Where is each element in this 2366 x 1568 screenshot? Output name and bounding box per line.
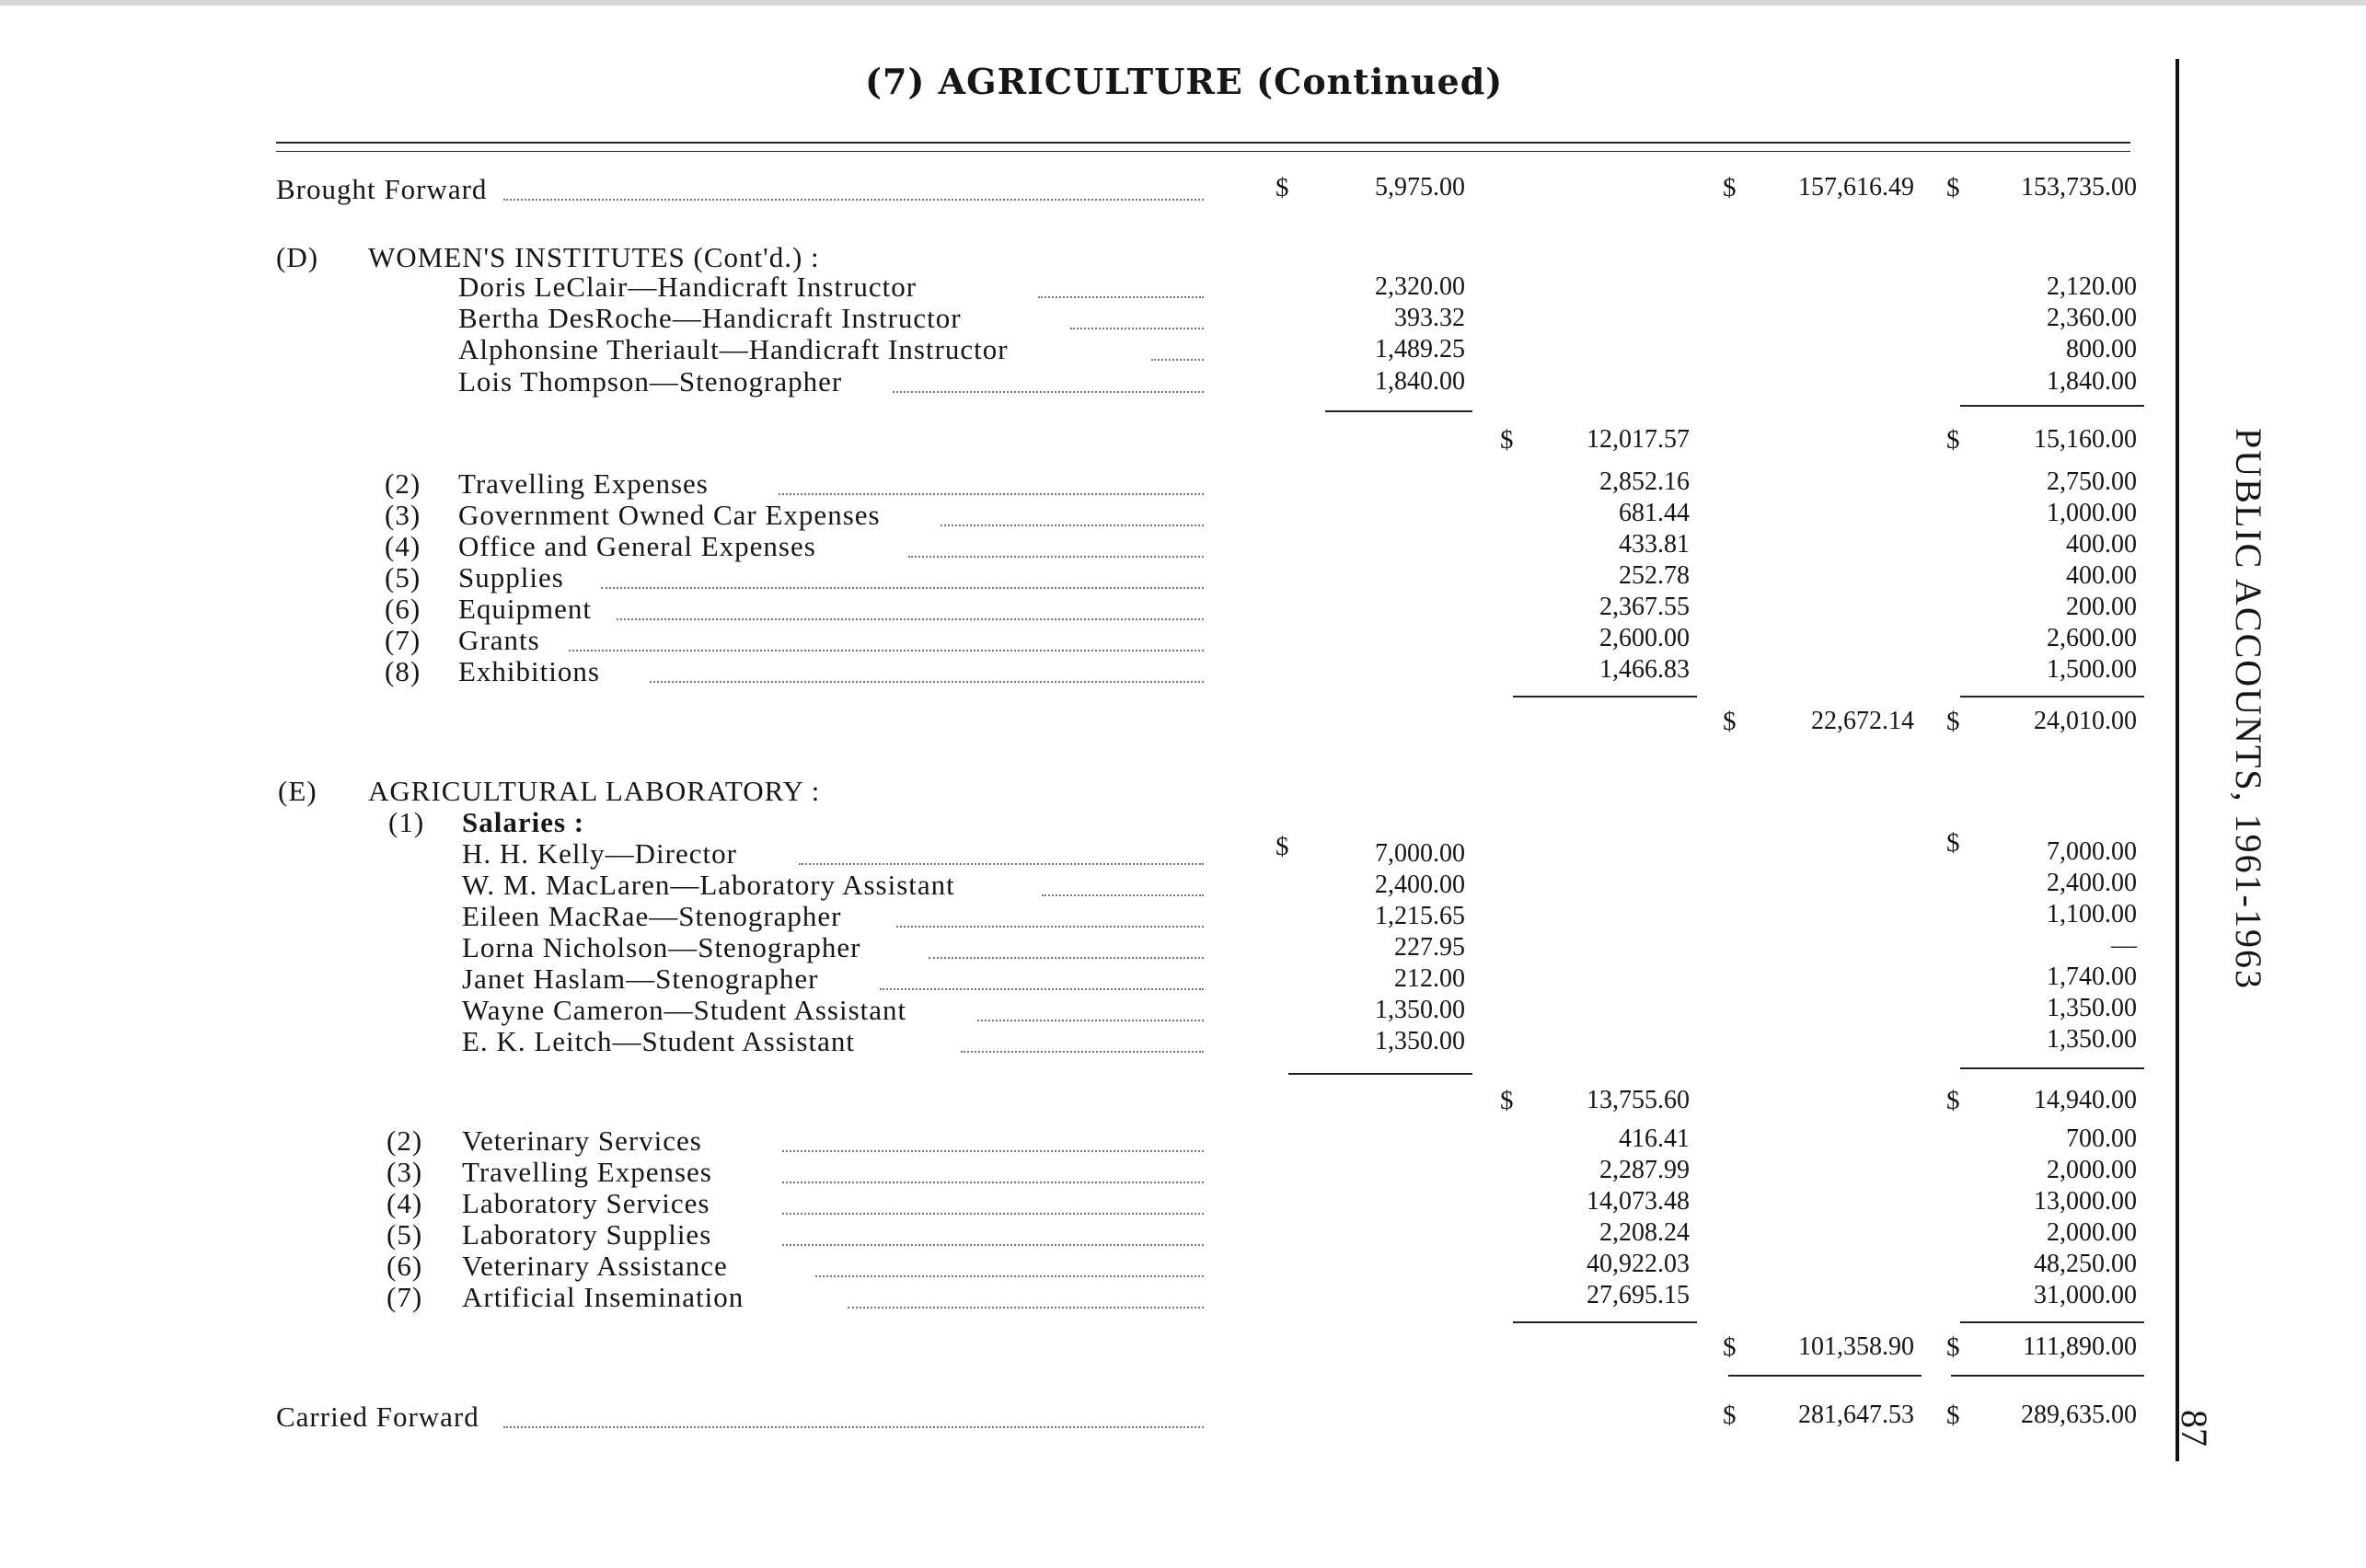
- item-number: (2): [387, 1124, 423, 1157]
- amount-cell: 400.00: [2066, 561, 2137, 590]
- dollar-sign: $: [1275, 832, 1289, 861]
- amount-cell: 7,000.00: [2047, 837, 2137, 866]
- expense-item: Supplies: [458, 561, 564, 594]
- item-number: (7): [385, 624, 421, 656]
- item-number: (4): [387, 1187, 423, 1219]
- item-number: (7): [387, 1281, 423, 1313]
- amount-cell: 1,215.65: [1375, 902, 1465, 930]
- amount-cell: 2,360.00: [2047, 304, 2137, 332]
- staff-name: E. K. Leitch—Student Assistant: [462, 1025, 855, 1057]
- dot-leader: [799, 863, 1204, 865]
- dollar-sign: $: [1723, 707, 1737, 736]
- staff-name: Janet Haslam—Stenographer: [462, 963, 819, 995]
- dot-leader: [908, 556, 1204, 558]
- column-rule: [1288, 1073, 1472, 1075]
- brought-forward-label: Brought Forward: [276, 173, 488, 205]
- item-number: (6): [385, 593, 421, 625]
- amount-cell: 1,350.00: [2047, 994, 2137, 1022]
- amount-cell: 1,840.00: [2047, 367, 2137, 396]
- title-rule-1: [276, 142, 2130, 144]
- amount-cell: —: [2111, 931, 2137, 960]
- salary-total: 14,940.00: [2034, 1086, 2137, 1114]
- staff-name: Bertha DesRoche—Handicraft Instructor: [458, 302, 962, 334]
- amount-cell: 14,073.48: [1587, 1187, 1690, 1216]
- section-e-code: (E): [278, 775, 317, 807]
- item-number: (3): [387, 1156, 423, 1188]
- section-total: 24,010.00: [2034, 707, 2137, 735]
- carried-forward-label: Carried Forward: [276, 1401, 479, 1433]
- expense-item: Government Owned Car Expenses: [458, 499, 881, 531]
- amount-cell: 2,600.00: [1599, 624, 1690, 652]
- dollar-sign: $: [1946, 1401, 1960, 1430]
- expense-item: Veterinary Services: [462, 1124, 702, 1157]
- dollar-sign: $: [1946, 1332, 1960, 1362]
- staff-name: Eileen MacRae—Stenographer: [462, 900, 842, 932]
- expense-item: Artificial Insemination: [462, 1281, 744, 1313]
- amount-cell: 2,120.00: [2047, 272, 2137, 301]
- page-margin-rule: [2176, 59, 2179, 1461]
- dollar-sign: $: [1500, 1086, 1514, 1115]
- dot-leader: [503, 199, 1204, 201]
- column-rule: [1513, 1321, 1697, 1323]
- dot-leader: [880, 988, 1204, 990]
- column-rule: [1513, 696, 1697, 698]
- amount-cell: 800.00: [2066, 335, 2137, 363]
- item-number: (4): [385, 530, 421, 562]
- salaries-heading: Salaries :: [462, 806, 585, 838]
- expense-item: Equipment: [458, 593, 593, 625]
- dot-leader: [848, 1307, 1204, 1309]
- amount-cell: 5,975.00: [1375, 173, 1465, 202]
- dot-leader: [1042, 894, 1204, 896]
- amount-cell: 2,600.00: [2047, 624, 2137, 652]
- dot-leader: [782, 1213, 1204, 1215]
- amount-cell: 2,367.55: [1599, 593, 1690, 621]
- page-number: 87: [2174, 1410, 2215, 1447]
- amount-cell: 1,350.00: [1375, 996, 1465, 1024]
- amount-cell: 27,695.15: [1587, 1281, 1690, 1309]
- amount-cell: 433.81: [1619, 530, 1690, 559]
- dollar-sign: $: [1946, 1086, 1960, 1115]
- amount-cell: 157,616.49: [1798, 173, 1914, 202]
- item-number: (8): [385, 655, 421, 687]
- section-e-title: AGRICULTURAL LABORATORY :: [368, 775, 821, 807]
- running-title: PUBLIC ACCOUNTS, 1961-1963: [2228, 428, 2269, 990]
- section-d-code: (D): [276, 241, 319, 273]
- staff-name: Doris LeClair—Handicraft Instructor: [458, 271, 918, 303]
- amount-cell: 393.32: [1394, 304, 1465, 332]
- staff-name: Lorna Nicholson—Stenographer: [462, 931, 861, 963]
- dot-leader: [782, 1150, 1204, 1152]
- dot-leader: [893, 391, 1204, 393]
- dollar-sign: $: [1946, 707, 1960, 736]
- amount-cell: 1,840.00: [1375, 367, 1465, 396]
- amount-cell: 416.41: [1619, 1124, 1690, 1153]
- amount-cell: 400.00: [2066, 530, 2137, 559]
- dot-leader: [1038, 296, 1204, 298]
- column-rule: [1960, 405, 2144, 407]
- section-total: 111,890.00: [2023, 1332, 2137, 1361]
- amount-cell: 13,000.00: [2034, 1187, 2137, 1216]
- expense-item: Travelling Expenses: [462, 1156, 712, 1188]
- amount-cell: 2,000.00: [2047, 1156, 2137, 1184]
- dot-leader: [503, 1426, 1204, 1428]
- column-rule: [1325, 410, 1472, 412]
- amount-cell: 1,100.00: [2047, 900, 2137, 928]
- item-number: (2): [385, 467, 421, 500]
- expense-item: Exhibitions: [458, 655, 600, 687]
- amount-cell: 212.00: [1394, 964, 1465, 993]
- item-number: (3): [385, 499, 421, 531]
- dot-leader: [782, 1244, 1204, 1246]
- amount-cell: 31,000.00: [2034, 1281, 2137, 1309]
- section-total: 101,358.90: [1798, 1332, 1914, 1361]
- amount-cell: 2,400.00: [2047, 869, 2137, 897]
- expense-item: Veterinary Assistance: [462, 1250, 728, 1282]
- dollar-sign: $: [1946, 828, 1960, 858]
- column-rule: [1960, 1321, 2144, 1323]
- column-rule: [1728, 1375, 1922, 1377]
- amount-cell: 2,000.00: [2047, 1218, 2137, 1247]
- amount-cell: 281,647.53: [1798, 1401, 1914, 1429]
- amount-cell: 2,750.00: [2047, 467, 2137, 496]
- item-number: (5): [387, 1218, 423, 1251]
- amount-cell: 153,735.00: [2021, 173, 2137, 202]
- scan-edge: [0, 0, 2366, 6]
- column-rule: [1960, 1067, 2144, 1069]
- expense-item: Travelling Expenses: [458, 467, 709, 500]
- amount-cell: 1,350.00: [1375, 1027, 1465, 1055]
- amount-cell: 252.78: [1619, 561, 1690, 590]
- amount-cell: 681.44: [1619, 499, 1690, 527]
- amount-cell: 1,740.00: [2047, 963, 2137, 991]
- dot-leader: [617, 618, 1204, 620]
- item-number: (5): [385, 561, 421, 594]
- dot-leader: [941, 525, 1204, 526]
- dot-leader: [961, 1051, 1204, 1053]
- expense-item: Laboratory Services: [462, 1187, 710, 1219]
- dot-leader: [601, 587, 1204, 589]
- amount-cell: 1,466.83: [1599, 655, 1690, 684]
- item-number: (6): [387, 1250, 423, 1282]
- amount-cell: 227.95: [1394, 933, 1465, 962]
- amount-cell: 1,489.25: [1375, 335, 1465, 363]
- salary-total: 15,160.00: [2034, 425, 2137, 454]
- expense-item: Grants: [458, 624, 540, 656]
- amount-cell: 1,350.00: [2047, 1025, 2137, 1054]
- dot-leader: [815, 1275, 1204, 1277]
- salary-total: 12,017.57: [1587, 425, 1690, 454]
- dollar-sign: $: [1275, 173, 1289, 202]
- amount-cell: 2,208.24: [1599, 1218, 1690, 1247]
- staff-name: Wayne Cameron—Student Assistant: [462, 994, 907, 1026]
- dot-leader: [779, 493, 1204, 495]
- dot-leader: [569, 650, 1204, 651]
- title-rule-2: [276, 151, 2130, 152]
- dot-leader: [782, 1182, 1204, 1183]
- staff-name: Lois Thompson—Stenographer: [458, 365, 843, 398]
- column-rule: [1960, 696, 2144, 698]
- dot-leader: [896, 926, 1204, 928]
- item-number: (1): [388, 806, 425, 838]
- amount-cell: 2,320.00: [1375, 272, 1465, 301]
- dollar-sign: $: [1500, 425, 1514, 455]
- salary-total: 13,755.60: [1587, 1086, 1690, 1114]
- dot-leader: [1070, 328, 1204, 329]
- amount-cell: 1,500.00: [2047, 655, 2137, 684]
- dollar-sign: $: [1723, 1401, 1737, 1430]
- staff-name: W. M. MacLaren—Laboratory Assistant: [462, 869, 955, 901]
- staff-name: Alphonsine Theriault—Handicraft Instructor: [458, 333, 1009, 365]
- amount-cell: 200.00: [2066, 593, 2137, 621]
- section-d-title: WOMEN'S INSTITUTES (Cont'd.) :: [368, 241, 820, 273]
- dollar-sign: $: [1723, 1332, 1737, 1362]
- amount-cell: 2,852.16: [1599, 467, 1690, 496]
- dollar-sign: $: [1946, 425, 1960, 455]
- dollar-sign: $: [1723, 173, 1737, 202]
- dollar-sign: $: [1946, 173, 1960, 202]
- expense-item: Laboratory Supplies: [462, 1218, 712, 1251]
- section-total: 22,672.14: [1811, 707, 1914, 735]
- amount-cell: 2,400.00: [1375, 870, 1465, 899]
- column-rule: [1951, 1375, 2144, 1377]
- amount-cell: 2,287.99: [1599, 1156, 1690, 1184]
- expense-item: Office and General Expenses: [458, 530, 816, 562]
- dot-leader: [650, 681, 1204, 683]
- amount-cell: 40,922.03: [1587, 1250, 1690, 1278]
- amount-cell: 1,000.00: [2047, 499, 2137, 527]
- amount-cell: 48,250.00: [2034, 1250, 2137, 1278]
- dot-leader: [977, 1020, 1204, 1021]
- amount-cell: 700.00: [2066, 1124, 2137, 1153]
- dot-leader: [929, 957, 1204, 959]
- amount-cell: 289,635.00: [2021, 1401, 2137, 1429]
- amount-cell: 7,000.00: [1375, 839, 1465, 868]
- dot-leader: [1151, 359, 1204, 361]
- page-title: (7) AGRICULTURE (Continued): [865, 61, 1504, 102]
- staff-name: H. H. Kelly—Director: [462, 837, 737, 870]
